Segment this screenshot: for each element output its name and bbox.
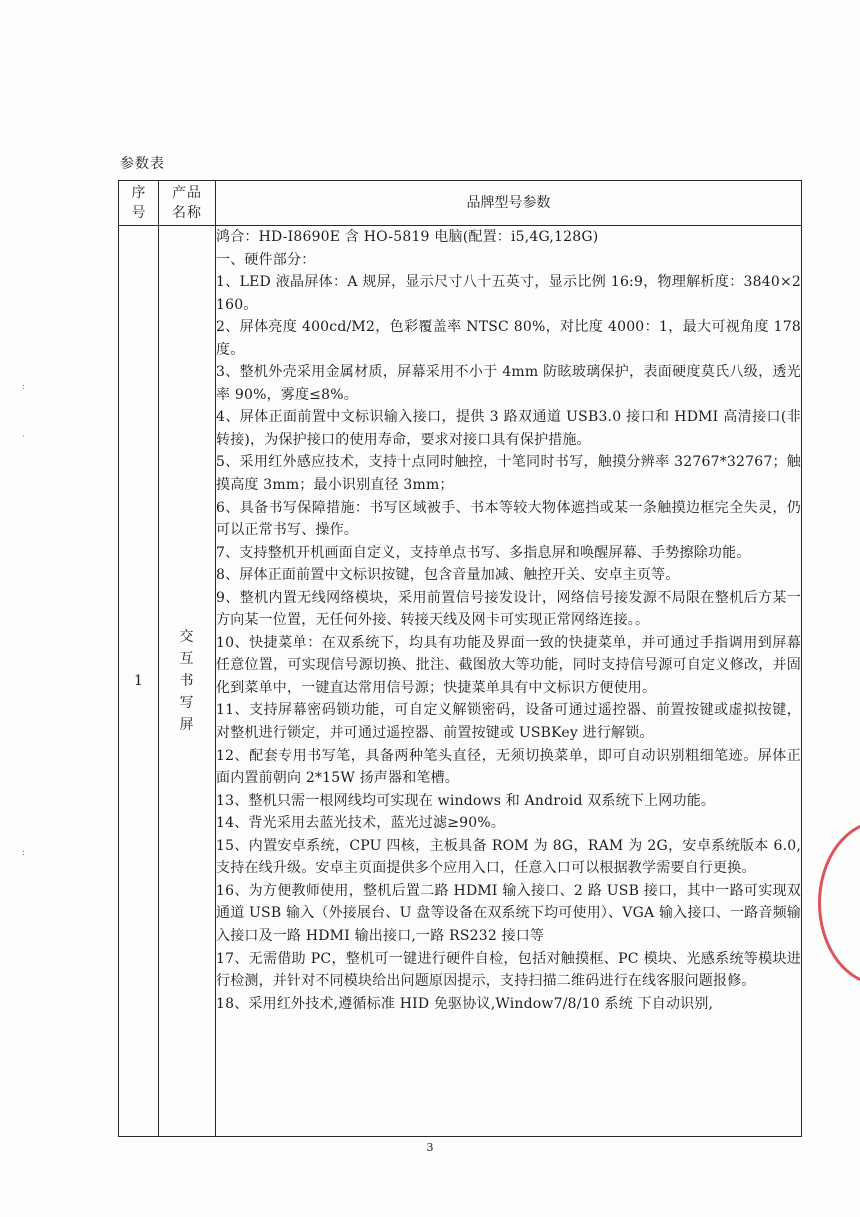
spec-line: 8、屏体正面前置中文标识按键，包含音量加减、触控开关、安卓主页等。: [216, 567, 680, 584]
spec-line: 9、整机内置无线网络模块，采用前置信号接发设计，网络信号接发源不局限在整机后方某一方向某一位置，无任何外接、转接天线及网卡可实现正常网络连接。。: [216, 589, 801, 629]
spec-line: 3、整机外壳采用金属材质，屏幕采用不小于 4mm 防眩玻璃保护，表面硬度莫氏八级，透光率 90%，雾度≤8%。: [216, 364, 801, 403]
spec-line: 鸿合：HD-I8690E 含 HO-5819 电脑(配置：i5,4G,128G): [216, 229, 599, 245]
parameter-table: [118, 180, 802, 1137]
spec-line: 17、无需借助 PC，整机可一键进行硬件自检，包括对触摸框、PC 模块、光感系统等模块进行检测，并针对不同模块给出问题原因提示，支持扫描二维码进行在线客服问题报修。: [216, 950, 801, 990]
spec-line: 12、配套专用书写笔，具备两种笔头直径，无须切换菜单，即可自动识别粗细笔迹。屏体正面内置前朝向 2*15W 扬声器和笔槽。: [216, 747, 801, 787]
header-brand-model-params: 品牌型号参数: [216, 181, 802, 226]
spec-line: 4、屏体正面前置中文标识输入接口，提供 3 路双通道 USB3.0 接口和 HDMI 高清接口(非转接)，为保护接口的使用寿命，要求对接口具有保护措施。: [216, 409, 801, 448]
spec-line: 15、内置安卓系统，CPU 四核，主板具备 ROM 为 8G，RAM 为 2G，安卓系统版本 6.0,支持在线升级。安卓主页面提供多个应用入口，任意入口可以根据教学需要自行更换。: [216, 837, 801, 877]
page-number: 3: [426, 1141, 434, 1154]
company-seal: [818, 820, 860, 986]
table-caption: 参数表: [120, 156, 165, 172]
row-product-name: 交互书写屏: [159, 226, 216, 1137]
spec-line: 6、具备书写保障措施：书写区域被手、书本等较大物体遮挡或某一条触摸边框完全失灵，仍可以正常书写、操作。: [216, 499, 801, 539]
scan-mark: :: [22, 382, 26, 392]
spec-line: 18、采用红外技术,遵循标准 HID 免驱协议,Window7/8/10 系统 下自动识别,: [216, 995, 714, 1012]
spec-line: 14、背光采用去蓝光技术，蓝光过滤≥90%。: [216, 815, 506, 832]
row-spec: [216, 226, 802, 1137]
scan-mark: ·: [22, 432, 25, 442]
spec-line: 5、采用红外感应技术，支持十点同时触控，十笔同时书写，触摸分辨率 32767*32767；触摸高度 3mm；最小识别直径 3mm；: [216, 454, 801, 494]
spec-line: 2、屏体亮度 400cd/M2，色彩覆盖率 NTSC 80%，对比度 4000：1，最大可视角度 178 度。: [216, 319, 801, 358]
scan-mark: :: [22, 848, 26, 858]
spec-line: 7、支持整机开机画面自定义，支持单点书写、多指息屏和唤醒屏幕、手势擦除功能。: [216, 544, 751, 561]
header-seq: 序号: [119, 181, 159, 226]
spec-line: 10、快捷菜单：在双系统下，均具有功能及界面一致的快捷菜单，并可通过手指调用到屏幕任意位置，可实现信号源切换、批注、截图放大等功能，同时支持信号源可自定义修改，并固化到菜单中，一键直达常用信号源；快捷菜单具有中文标识方便使用。: [216, 634, 801, 696]
table-row: [119, 226, 802, 1137]
spec-line: 16、为方便教师使用，整机后置二路 HDMI 输入接口、2 路 USB 接口，其中一路可实现双通道 USB 输入（外接展台、U 盘等设备在双系统下均可使用）、VGA 输入接口、一路音频输入接口及一路 HDMI 输出接口,一路 RS232 接口等: [216, 882, 801, 944]
header-product-name: 产品名称: [159, 181, 216, 226]
row-seq: 1: [119, 226, 159, 1137]
spec-line: 一、硬件部分：: [216, 251, 316, 268]
spec-line: 11、支持屏幕密码锁功能，可自定义解锁密码，设备可通过遥控器、前置按键或虚拟按键，对整机进行锁定，并可通过遥控器、前置按键或 USBKey 进行解锁。: [216, 702, 801, 742]
table-header-row: [119, 181, 802, 226]
spec-line: 13、整机只需一根网线均可实现在 windows 和 Android 双系统下上网功能。: [216, 792, 716, 809]
spec-line: 1、LED 液晶屏体：A 规屏，显示尺寸八十五英寸，显示比例 16:9，物理解析度：3840×2160。: [216, 274, 801, 313]
